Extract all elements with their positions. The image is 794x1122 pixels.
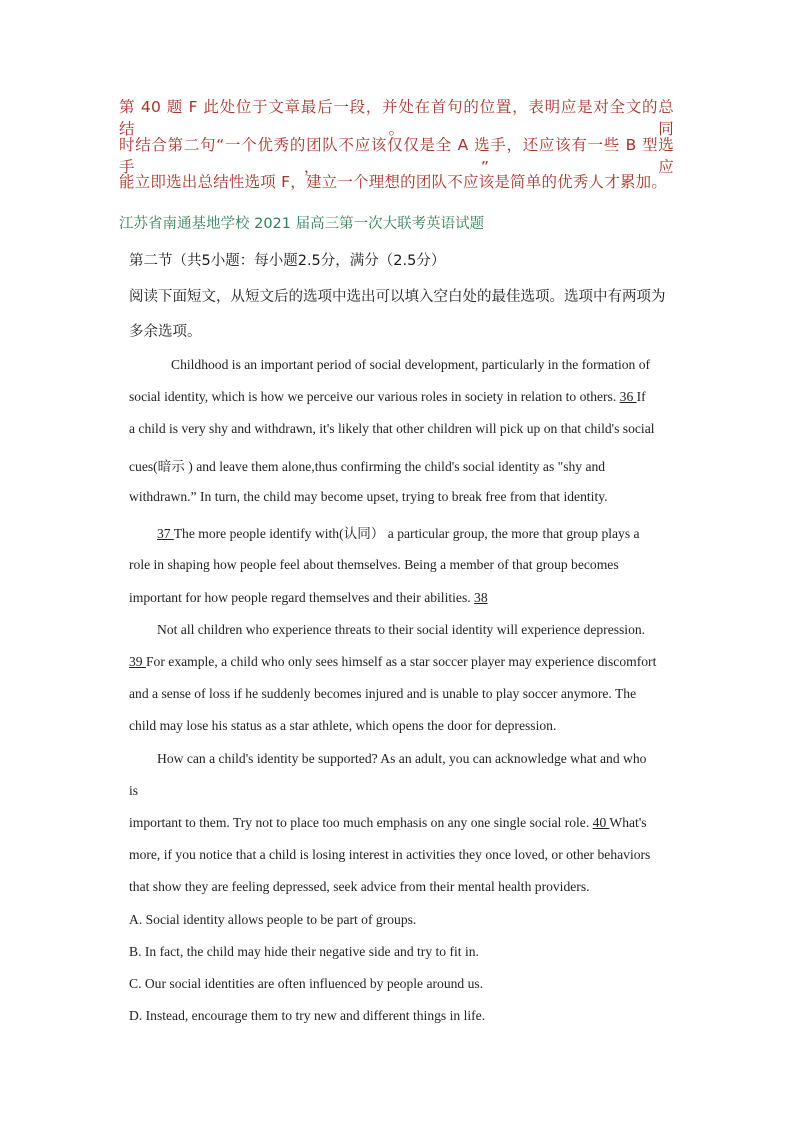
passage-p1-line-2 (129, 389, 674, 405)
section-header: 第二节（共5小题：每小题2.5分，满分（2.5分） (129, 253, 446, 269)
blank-36: 36 (619, 389, 637, 404)
option-d: D. Instead, encourage them to try new and different things in life. (129, 1008, 486, 1023)
passage-p2-line-1 (157, 522, 640, 542)
passage-text: If (636, 389, 646, 404)
blank-39: 39 (129, 654, 146, 669)
explanation-line-3: 能立即选出总结性选项 F，建立一个理想的团队不应该是简单的优秀人才累加。 (119, 173, 668, 191)
instruction-line-1: 阅读下面短文，从短文后的选项中选出可以填入空白处的最佳选项。选项中有两项为 (129, 289, 666, 305)
explanation-line-2: 时结合第二句“一个优秀的团队不应该仅仅是全 A 选手，还应该有一些 B 型选手，”应 (119, 136, 674, 176)
passage-p2-line-3 (129, 590, 488, 606)
passage-text: For example, a child who only sees himself as a star soccer player may experience discomfort (146, 654, 657, 669)
passage-p4-line-1: How can a child's identity be supported? As an adult, you can acknowledge what and who (157, 751, 647, 766)
blank-37: 37 (157, 526, 174, 541)
passage-p4-line-5: that show they are feeling depressed, seek advice from their mental health providers. (129, 879, 590, 894)
option-a: A. Social identity allows people to be part of groups. (129, 912, 417, 927)
passage-p3-line-1: Not all children who experience threats to their social identity will experience depression. (157, 622, 646, 637)
passage-p4-line-4: more, if you notice that a child is losing interest in activities they once loved, or other behaviors (129, 847, 651, 862)
source-title: 江苏省南通基地学校 2021 届高三第一次大联考英语试题 (119, 216, 485, 232)
instruction-line-2: 多余选项。 (129, 324, 202, 340)
option-c: C. Our social identities are often influenced by people around us. (129, 976, 484, 991)
blank-40: 40 (592, 815, 610, 830)
passage-p2-line-2: role in shaping how people feel about themselves. Being a member of that group becomes (129, 557, 619, 572)
passage-p3-line-3: and a sense of loss if he suddenly becomes injured and is unable to play soccer anymore. The (129, 686, 637, 701)
passage-text: What's (609, 815, 647, 830)
blank-38: 38 (474, 590, 488, 605)
passage-p4-line-2: is (129, 783, 139, 798)
passage-p1-line-4: cues(暗示 ) and leave them alone,thus confirming the child's social identity as "shy and (129, 459, 606, 474)
passage-p1-line-3: a child is very shy and withdrawn, it's likely that other children will pick up on that child's social (129, 421, 655, 436)
passage-text: social identity, which is how we perceive our various roles in society in relation to others. (129, 389, 620, 404)
passage-p3-line-2 (129, 654, 656, 670)
passage-p1-line-1: Childhood is an important period of social development, particularly in the formation of (171, 357, 651, 372)
explanation-line-1: 第 40 题 F 此处位于文章最后一段，并处在首句的位置，表明应是对全文的总结。同 (119, 98, 674, 138)
passage-p3-line-4: child may lose his status as a star athlete, which opens the door for depression. (129, 718, 557, 733)
passage-text: The more people identify with(认同） a particular group, the more that group plays a (173, 526, 640, 541)
passage-p4-line-3 (129, 815, 674, 831)
passage-text: important to them. Try not to place too much emphasis on any one single social role. (129, 815, 593, 830)
passage-p1-line-5: withdrawn.” In turn, the child may become upset, trying to break free from that identity. (129, 489, 608, 504)
passage-text: important for how people regard themselves and their abilities. (129, 590, 475, 605)
option-b: B. In fact, the child may hide their negative side and try to fit in. (129, 944, 479, 959)
